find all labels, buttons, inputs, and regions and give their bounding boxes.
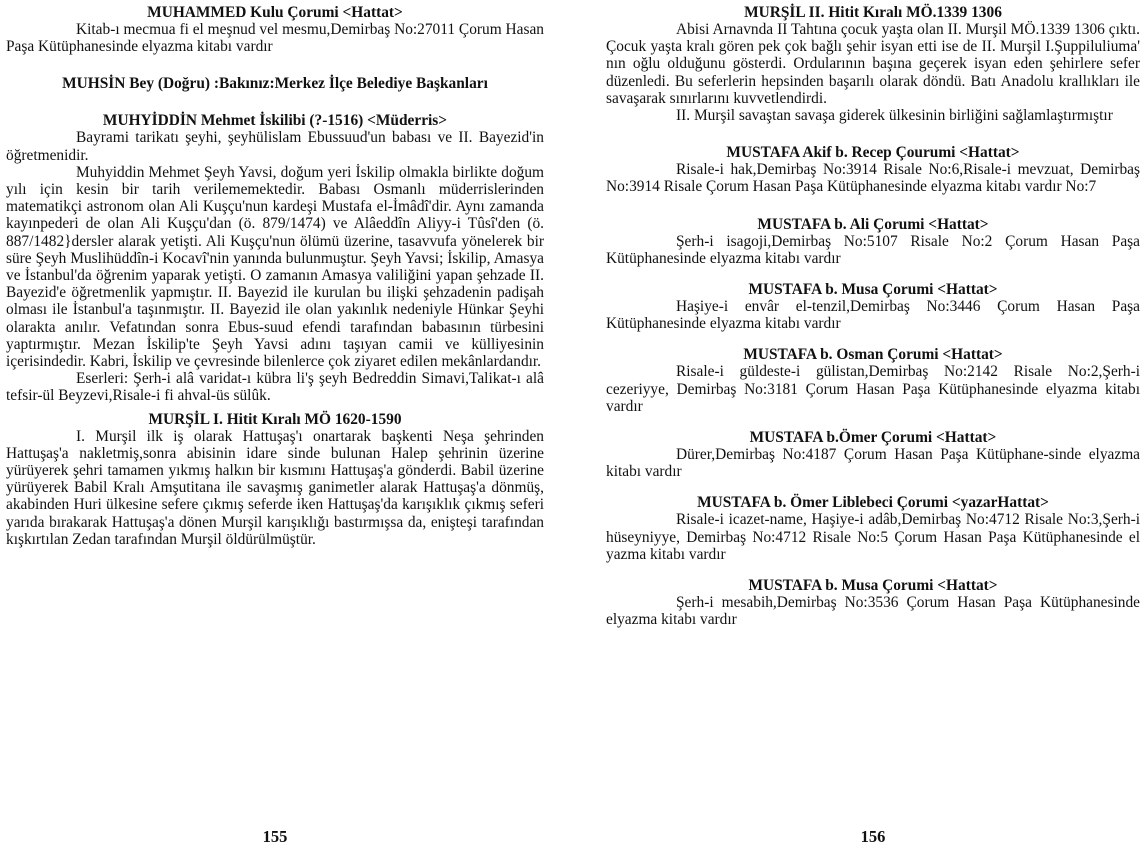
entry-heading: MUSTAFA Akif b. Recep Çourumi <Hattat>	[726, 144, 1020, 162]
left-page	[6, 4, 544, 846]
entry-heading: MUSTAFA b. Osman Çorumi <Hattat>	[743, 346, 1003, 364]
entry-mustafa-omer	[606, 429, 1140, 480]
page-number: 155	[262, 827, 288, 846]
entry-heading: MURŞİL I. Hitit Kıralı MÖ 1620-1590	[148, 410, 402, 428]
entry-mursil-i	[6, 411, 544, 548]
entry-mustafa-akif	[606, 144, 1140, 195]
entry-muhammed-kulu	[6, 4, 544, 55]
entry-heading: MUSTAFA b. Ömer Liblebeci Çorumi <yazarHattat>	[697, 494, 1049, 512]
entry-paragraph: Risale-i icazet-name, Haşiye-i adâb,Demirbaş No:4712 Risale No:3,Şerh-i hüseyniyye, Demirbaş No:4712 Risale No:5 Çorum Hasan Paşa Kütüphanesinde el yazma kitabı vardır	[606, 511, 1140, 563]
page-number: 156	[860, 827, 886, 846]
entry-paragraph: Şerh-i mesabih,Demirbaş No:3536 Çorum Hasan Paşa Kütüphanesinde elyazma kitabı vardır	[606, 594, 1140, 629]
entry-mustafa-omer-liblebeci	[606, 494, 1140, 563]
entry-paragraph: Bayrami tarikatı şeyhi, şeyhülislam Ebussuud'un babası ve II. Bayezid'in öğretmenidir.	[6, 129, 544, 164]
entry-paragraph: Abisi Arnavnda II Tahtına çocuk yaşta olan II. Murşil MÖ.1339 1306 çıktı. Çocuk yaşta kralı gören pek çok bağlı şehir isyan etti ise de II. Murşil I.Şuppiluliuma' nın oğlu olduğunu gösterdi. Ordularının başına geçerek isyan eden şehirlere sefer düzenledi. Bu seferlerin hepsinden başarılı olarak döndü. Batı Anadolu krallıkları ile savaşarak sınırlarını kuvvetlendirdi.	[606, 21, 1140, 107]
entry-paragraph: I. Murşil ilk iş olarak Hattuşaş'ı onartarak başkenti Neşa şehrinden Hattuşaş'a nakletmiş,sonra abisinin idare sinde bulunan Halep şehrinin üzerine yürüyerek şehri tamamen yıkmış halkın bir kısmını Hattuşaş'a gönderdi. Babil üzerine yürüyerek Babil Kralı Amşutitana ile savaşmış ganimetler alarak Hattuşaş'a dönmüş, akabinden Huri ülkesine sefere çıkmış seferde iken Hattuşaş'da karışıklık çıkmış seferi yarıda bırakarak Hattuşaş'a dönen Murşil karışıklığı bastırmışsa da, enişteşi tarafından kışkırtılan Zedan tarafından Murşil öldürülmüştür.	[6, 427, 544, 548]
entry-paragraph: Dürer,Demirbaş No:4187 Çorum Hasan Paşa Kütüphane-sinde elyazma kitabı vardır	[606, 446, 1140, 481]
entry-mustafa-ali	[606, 216, 1140, 267]
entry-paragraph: Eserleri: Şerh-i alâ varidat-ı kübra li'ş şeyh Bedreddin Simavi,Talikat-ı alâ tefsir-ül Beyzevi,Risale-i fi ahval-üs sülûk.	[6, 370, 544, 405]
entry-paragraph: Şerh-i isagoji,Demirbaş No:5107 Risale No:2 Çorum Hasan Paşa Kütüphanesinde elyazma kitabı vardır	[606, 232, 1140, 267]
entry-paragraph: Muhyiddin Mehmet Şeyh Yavsi, doğum yeri İskilip olmakla birlikte doğum yılı için kesin bir tarih verilememektedir. Babası Osmanlı müderrislerinden matematikçi astronom olan Ali Kuşçu'nun kardeşi Mustafa el-İmâdî'dir. Aynı zamanda kayınpederi de olan Ali Kuşçu'dan (ö. 879/1474) ve Alâeddîn Aliyy-i Tûsî'den (ö. 887/1482}dersler alarak yetişti. Ali Kuşçu'nun ölümü üzerine, tasavvufa yönelerek bir süre Şeyh Muslihüddîn-i Kocavî'nin yanında bulunmuştur. Şeyh Yavsi; İskilip, Amasya ve İstanbul'da öğrenim yaparak yetişti. O zamanın Amasya valiliğini yapan şehzade II. Bayezid'e öğretmenlik yapmıştır. II. Bayezid ile kurulan bu ilişki şehzadenin padişah olması ile İstanbul'a taşınmıştır. II. Bayezid ile olan yakınlık nedeniyle Hünkar Şeyhi olarakta anılır. Vefatından sonra Ebus-suud efendi tarafından babasının türbesini yaptırmıştır. Mezan İskilip'te Şeyh Yavsi adını taşıyan camii ve külliyesinin içerisindedir. Kabri, İskilip ve çevresinde bilenlerce çok ziyaret edilen mekânlardandır.	[6, 163, 544, 371]
entry-heading: MUSTAFA b. Musa Çorumi <Hattat>	[748, 577, 998, 595]
entry-muhyiddin-mehmet	[6, 112, 544, 404]
entry-muhsin-bey	[6, 75, 544, 92]
entry-mustafa-osman	[606, 346, 1140, 415]
entry-paragraph: Risale-i güldeste-i gülistan,Demirbaş No:2142 Risale No:2,Şerh-i cezeriyye, Demirbaş No:3181 Çorum Hasan Paşa Kütüphanesinde elyazma kitabı vardır	[606, 363, 1140, 415]
entry-heading: MUSTAFA b. Musa Çorumi <Hattat>	[748, 281, 998, 299]
entry-paragraph: Kitab-ı mecmua fi el meşnud vel mesmu,Demirbaş No:27011 Çorum Hasan Paşa Kütüphanesinde elyazma kitabı vardır	[6, 21, 544, 56]
entry-paragraph: Haşiye-i envâr el-tenzil,Demirbaş No:3446 Çorum Hasan Paşa Kütüphanesinde elyazma kitabı vardır	[606, 298, 1140, 333]
entry-heading: MUHYİDDİN Mehmet İskilibi (?-1516) <Müderris>	[102, 112, 448, 130]
entry-heading: MURŞİL II. Hitit Kıralı MÖ.1339 1306	[744, 4, 1002, 21]
entry-heading: MUSTAFA b. Ali Çorumi <Hattat>	[757, 215, 989, 233]
entry-mursil-ii	[606, 4, 1140, 124]
entry-heading: MUSTAFA b.Ömer Çorumi <Hattat>	[749, 429, 997, 447]
entry-heading: MUHSİN Bey (Doğru) :Bakınız:Merkez İlçe Belediye Başkanları	[62, 75, 488, 93]
entry-paragraph: II. Murşil savaştan savaşa giderek ülkesinin birliğini sağlamlaştırmıştır	[676, 107, 1113, 125]
right-page	[606, 4, 1140, 846]
entry-mustafa-musa-2	[606, 577, 1140, 628]
entry-mustafa-musa	[606, 281, 1140, 332]
entry-heading: MUHAMMED Kulu Çorumi <Hattat>	[147, 4, 403, 21]
entry-paragraph: Risale-i hak,Demirbaş No:3914 Risale No:6,Risale-i mevzuat, Demirbaş No:3914 Risale Çorum Hasan Paşa Kütüphanesinde elyazma kitabı vardır No:7	[606, 161, 1140, 196]
